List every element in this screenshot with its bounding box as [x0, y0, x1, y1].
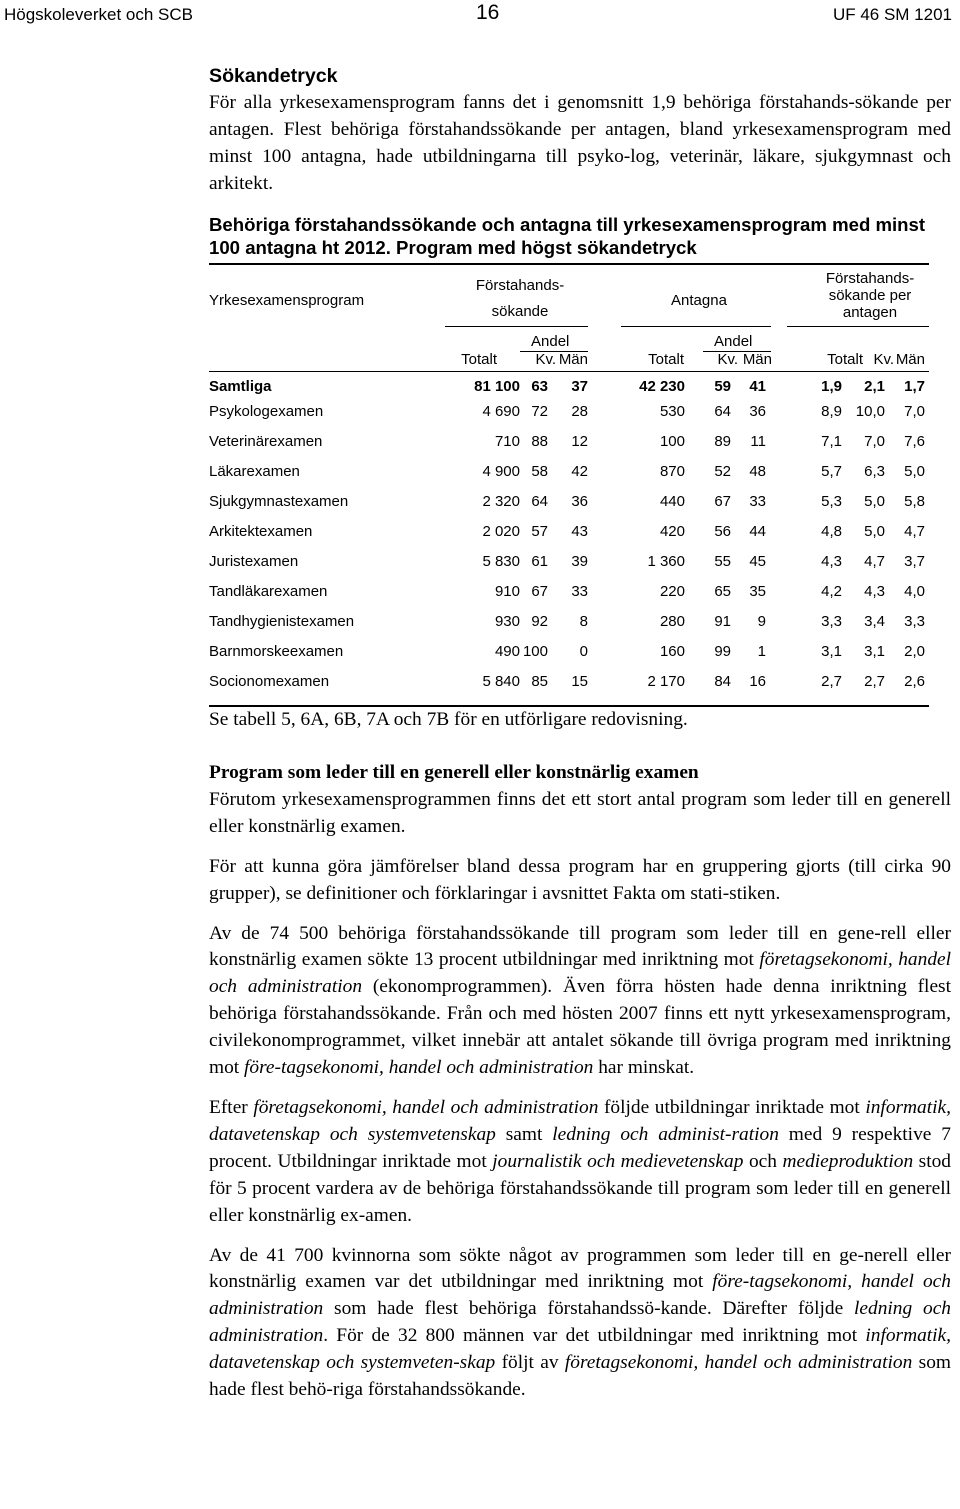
intro-section [209, 63, 951, 198]
text-run: följde utbildningar inriktade mot [598, 1096, 866, 1118]
cell-ratio-women: 7,0 [864, 433, 885, 450]
cell-ratio-men: 3,3 [904, 613, 925, 630]
cell-applicants-men: 39 [571, 553, 588, 570]
body-paragraph: För att kunna göra jämförelser bland dessa program har en gruppering gjorts (till cirka 90 grupper), se definitioner och förklaringar i avsnittet Fakta om stati-stiken. [209, 855, 951, 904]
header-rule [445, 326, 588, 327]
cell-ratio-total: 5,3 [821, 493, 842, 510]
cell-ratio-women: 4,3 [864, 583, 885, 600]
cell-admitted-total: 1 360 [647, 553, 685, 570]
italic-term: före-tagsekonomi, handel och administration [244, 1057, 594, 1079]
italic-term: före-tagsekonomi, handel och administration [209, 1271, 951, 1320]
cell-applicants-women: 63 [531, 378, 548, 395]
cell-ratio-total: 2,7 [821, 673, 842, 690]
text-run: Efter [209, 1096, 254, 1118]
cell-ratio-total: 5,7 [821, 463, 842, 480]
column-header-men: Män [895, 351, 925, 368]
group-header-applicants [465, 277, 575, 321]
header-rule [787, 326, 929, 327]
cell-ratio-total: 1,9 [821, 378, 842, 395]
cell-admitted-men: 11 [750, 433, 766, 450]
cell-applicants-women: 67 [531, 583, 548, 600]
text-run: Av de 74 500 behöriga förstahandssökande till program som leder till en gene-rell eller konstnärlig examen sökte 13 procent utbildningar med inriktning mot [209, 922, 951, 971]
cell-ratio-women: 5,0 [864, 523, 885, 540]
text-run: som hade flest behö-riga förstahandssökande. [209, 1352, 951, 1401]
table-row [209, 583, 929, 613]
cell-ratio-total: 4,3 [821, 553, 842, 570]
generic-programs-section [209, 760, 951, 1404]
table-row [209, 403, 929, 433]
group-header-line: antagen [842, 304, 898, 321]
cell-admitted-women: 84 [714, 673, 731, 690]
cell-ratio-women: 3,1 [864, 643, 885, 660]
cell-ratio-total: 4,8 [821, 523, 842, 540]
cell-applicants-total: 4 690 [482, 403, 520, 420]
column-header-men: Män [558, 351, 588, 368]
cell-admitted-men: 16 [749, 673, 766, 690]
column-header-women: Kv. [535, 351, 556, 368]
table-footnote: Se tabell 5, 6A, 6B, 7A och 7B för en utförligare redovisning. [209, 709, 688, 730]
cell-admitted-women: 65 [714, 583, 731, 600]
italic-term: företagsekonomi, handel och administration [209, 949, 952, 998]
cell-ratio-women: 4,7 [864, 553, 885, 570]
cell-applicants-men: 36 [571, 493, 588, 510]
cell-admitted-total: 440 [659, 493, 685, 510]
row-label: Socionomexamen [209, 673, 330, 690]
text-run: samt [495, 1123, 553, 1145]
cell-admitted-women: 67 [714, 493, 731, 510]
group-header-line: sökande [491, 303, 549, 320]
group-header-line: Förstahands- [825, 270, 915, 287]
table-top-rule [209, 263, 929, 265]
text-run: (ekonomprogrammen). Även förra hösten hade denna inriktning flest behöriga förstahandssökande. Från och med hösten 2007 finns ett nytt yrkesexamensprogram, civilekonomprogrammet, vilket innebär att antalet sökande till övriga program med inriktning mot [209, 976, 951, 1079]
text-run: som hade flest behöriga förstahandssö-kande. Därefter följde [323, 1298, 855, 1320]
cell-ratio-women: 2,1 [864, 378, 885, 395]
cell-applicants-total: 710 [494, 433, 520, 450]
cell-applicants-total: 2 020 [482, 523, 520, 540]
cell-applicants-total: 910 [494, 583, 520, 600]
cell-admitted-women: 91 [714, 613, 731, 630]
cell-ratio-men: 4,7 [904, 523, 925, 540]
group-header-ratio [805, 270, 935, 321]
cell-admitted-total: 160 [659, 643, 685, 660]
cell-applicants-women: 85 [531, 673, 548, 690]
table-title: Behöriga förstahandssökande och antagna till yrkesexamensprogram med minst 100 antagna ht 2012. Program med högst sökandetryck [209, 214, 926, 258]
cell-admitted-men: 41 [749, 378, 766, 395]
cell-applicants-women: 64 [531, 493, 548, 510]
column-header-program: Yrkesexamensprogram [209, 292, 365, 309]
cell-applicants-total: 4 900 [482, 463, 520, 480]
cell-admitted-total: 42 230 [639, 378, 685, 395]
page-number: 16 [476, 1, 500, 24]
cell-applicants-women: 58 [531, 463, 548, 480]
italic-term: ledning och administ-ration [552, 1123, 779, 1145]
cell-admitted-total: 420 [659, 523, 685, 540]
cell-applicants-men: 15 [571, 673, 588, 690]
text-run: Av de 41 700 kvinnorna som sökte något av programmen som leder till en ge-nerell eller konstnärlig examen var det utbildningar med inriktning mot [209, 1244, 951, 1293]
cell-admitted-total: 280 [659, 613, 685, 630]
cell-applicants-men: 28 [571, 403, 588, 420]
header-bottom-rule [209, 371, 929, 372]
row-label: Psykologexamen [209, 403, 324, 420]
report-id: UF 46 SM 1201 [832, 5, 952, 24]
cell-admitted-women: 64 [714, 403, 731, 420]
cell-ratio-men: 1,7 [904, 378, 925, 395]
text-run: har minskat. [593, 1057, 695, 1079]
cell-admitted-men: 35 [749, 583, 766, 600]
table-row [209, 463, 929, 493]
cell-ratio-men: 5,8 [904, 493, 925, 510]
cell-admitted-women: 55 [714, 553, 731, 570]
cell-applicants-total: 930 [494, 613, 520, 630]
cell-ratio-women: 5,0 [864, 493, 885, 510]
cell-admitted-men: 45 [749, 553, 766, 570]
body-paragraph: Förutom yrkesexamensprogrammen finns det ett stort antal program som leder till en generell eller konstnärlig examen. [209, 788, 951, 837]
cell-ratio-total: 3,3 [821, 613, 842, 630]
cell-ratio-women: 6,3 [864, 463, 885, 480]
cell-admitted-total: 220 [659, 583, 685, 600]
text-run: stod för 5 procent vardera av de behöriga förstahandssökande till program som leder till en generell eller konstnärlig ex-amen. [209, 1150, 951, 1226]
cell-ratio-men: 7,0 [904, 403, 925, 420]
cell-applicants-men: 33 [571, 583, 588, 600]
cell-applicants-total: 490 [494, 643, 520, 660]
cell-applicants-women: 72 [531, 403, 548, 420]
cell-admitted-women: 89 [714, 433, 731, 450]
table-row [209, 613, 929, 643]
italic-term: företagsekonomi, handel och administration [253, 1096, 599, 1118]
cell-admitted-women: 52 [714, 463, 731, 480]
section-heading: Program som leder till en generell eller konstnärlig examen [209, 762, 699, 783]
cell-admitted-women: 99 [714, 643, 731, 660]
row-label: Tandhygienistexamen [209, 613, 355, 630]
publisher-name: Högskoleverket och SCB [4, 5, 193, 24]
cell-ratio-total: 3,1 [821, 643, 842, 660]
column-header-total: Totalt [461, 351, 497, 368]
cell-ratio-men: 7,6 [904, 433, 925, 450]
cell-admitted-men: 44 [749, 523, 766, 540]
cell-applicants-men: 37 [571, 378, 588, 395]
row-label: Veterinärexamen [209, 433, 323, 450]
cell-applicants-total: 2 320 [482, 493, 520, 510]
cell-admitted-total: 870 [659, 463, 685, 480]
body-paragraph [209, 1095, 951, 1230]
cell-admitted-men: 48 [749, 463, 766, 480]
cell-ratio-men: 5,0 [904, 463, 925, 480]
row-label: Arkitektexamen [209, 523, 313, 540]
row-label: Sjukgymnastexamen [209, 493, 349, 510]
italic-term: ledning och administration [209, 1298, 951, 1347]
group-header-line: sökande per [828, 287, 912, 304]
column-header-women: Kv. [717, 351, 738, 368]
cell-admitted-men: 36 [749, 403, 766, 420]
text-run: med 9 respektive 7 procent. Utbildningar inriktade mot [209, 1123, 951, 1172]
cell-ratio-women: 2,7 [864, 673, 885, 690]
cell-applicants-women: 92 [531, 613, 548, 630]
cell-applicants-men: 43 [571, 523, 588, 540]
sub-header-share: Andel [714, 333, 753, 350]
column-header-men: Män [742, 351, 772, 368]
cell-ratio-women: 10,0 [855, 403, 885, 420]
column-header-total: Totalt [827, 351, 863, 368]
cell-applicants-women: 61 [531, 553, 548, 570]
text-run: följt av [495, 1352, 565, 1374]
cell-admitted-men: 1 [757, 643, 766, 660]
cell-ratio-women: 3,4 [864, 613, 885, 630]
cell-ratio-men: 3,7 [904, 553, 925, 570]
sub-header-share: Andel [531, 333, 570, 350]
column-header-women: Kv. [873, 351, 894, 368]
cell-applicants-men: 0 [579, 643, 588, 660]
body-paragraph [209, 921, 951, 1082]
table-row [209, 673, 929, 703]
table-row [209, 523, 929, 553]
column-header-total: Totalt [648, 351, 684, 368]
text-run: . För de 32 800 männen var det utbildningar med inriktning mot [323, 1325, 866, 1347]
section-heading: Sökandetryck [209, 65, 338, 87]
group-header-admitted: Antagna [671, 292, 727, 309]
intro-paragraph: För alla yrkesexamensprogram fanns det i genomsnitt 1,9 behöriga förstahands-sökande per antagen. Flest behöriga förstahandssökande per antagen, bland yrkesexamensprogram med minst 100 antagna, hade utbildningarna till psyko-log, veterinär, läkare, sjukgymnast och arkitekt. [209, 91, 951, 194]
cell-applicants-women: 57 [531, 523, 548, 540]
running-header [4, 2, 952, 28]
cell-applicants-women: 100 [522, 643, 548, 660]
table-row [209, 643, 929, 673]
table-row [209, 433, 929, 463]
cell-admitted-women: 59 [714, 378, 731, 395]
cell-applicants-total: 81 100 [474, 378, 520, 395]
text-run: och [743, 1150, 783, 1172]
cell-ratio-total: 4,2 [821, 583, 842, 600]
table-row [209, 553, 929, 583]
italic-term: informatik, datavetenskap och systemveten-skap [209, 1325, 951, 1374]
header-rule [621, 326, 771, 327]
row-label: Juristexamen [209, 553, 299, 570]
italic-term: medieproduktion [782, 1150, 914, 1172]
cell-admitted-men: 9 [757, 613, 766, 630]
group-header-line: Förstahands- [475, 277, 565, 294]
cell-admitted-total: 2 170 [647, 673, 685, 690]
cell-admitted-women: 56 [714, 523, 731, 540]
italic-term: informatik, datavetenskap och systemvetenskap [209, 1096, 951, 1145]
cell-applicants-men: 8 [579, 613, 588, 630]
cell-ratio-men: 2,6 [904, 673, 925, 690]
cell-applicants-men: 42 [571, 463, 588, 480]
table-row [209, 493, 929, 523]
cell-ratio-men: 2,0 [904, 643, 925, 660]
cell-ratio-total: 8,9 [821, 403, 842, 420]
cell-ratio-total: 7,1 [821, 433, 842, 450]
row-label: Barnmorskeexamen [209, 643, 344, 660]
italic-term: företagsekonomi, handel och administration [564, 1352, 913, 1374]
cell-applicants-women: 88 [531, 433, 548, 450]
row-label: Samtliga [209, 378, 272, 395]
cell-ratio-men: 4,0 [904, 583, 925, 600]
cell-applicants-men: 12 [571, 433, 588, 450]
cell-admitted-total: 100 [659, 433, 685, 450]
body-paragraph [209, 1243, 951, 1404]
row-label: Tandläkarexamen [209, 583, 328, 600]
row-label: Läkarexamen [209, 463, 300, 480]
italic-term: journalistik och medievetenskap [492, 1150, 744, 1172]
cell-applicants-total: 5 840 [482, 673, 520, 690]
cell-admitted-total: 530 [659, 403, 685, 420]
cell-applicants-total: 5 830 [482, 553, 520, 570]
cell-admitted-men: 33 [749, 493, 766, 510]
